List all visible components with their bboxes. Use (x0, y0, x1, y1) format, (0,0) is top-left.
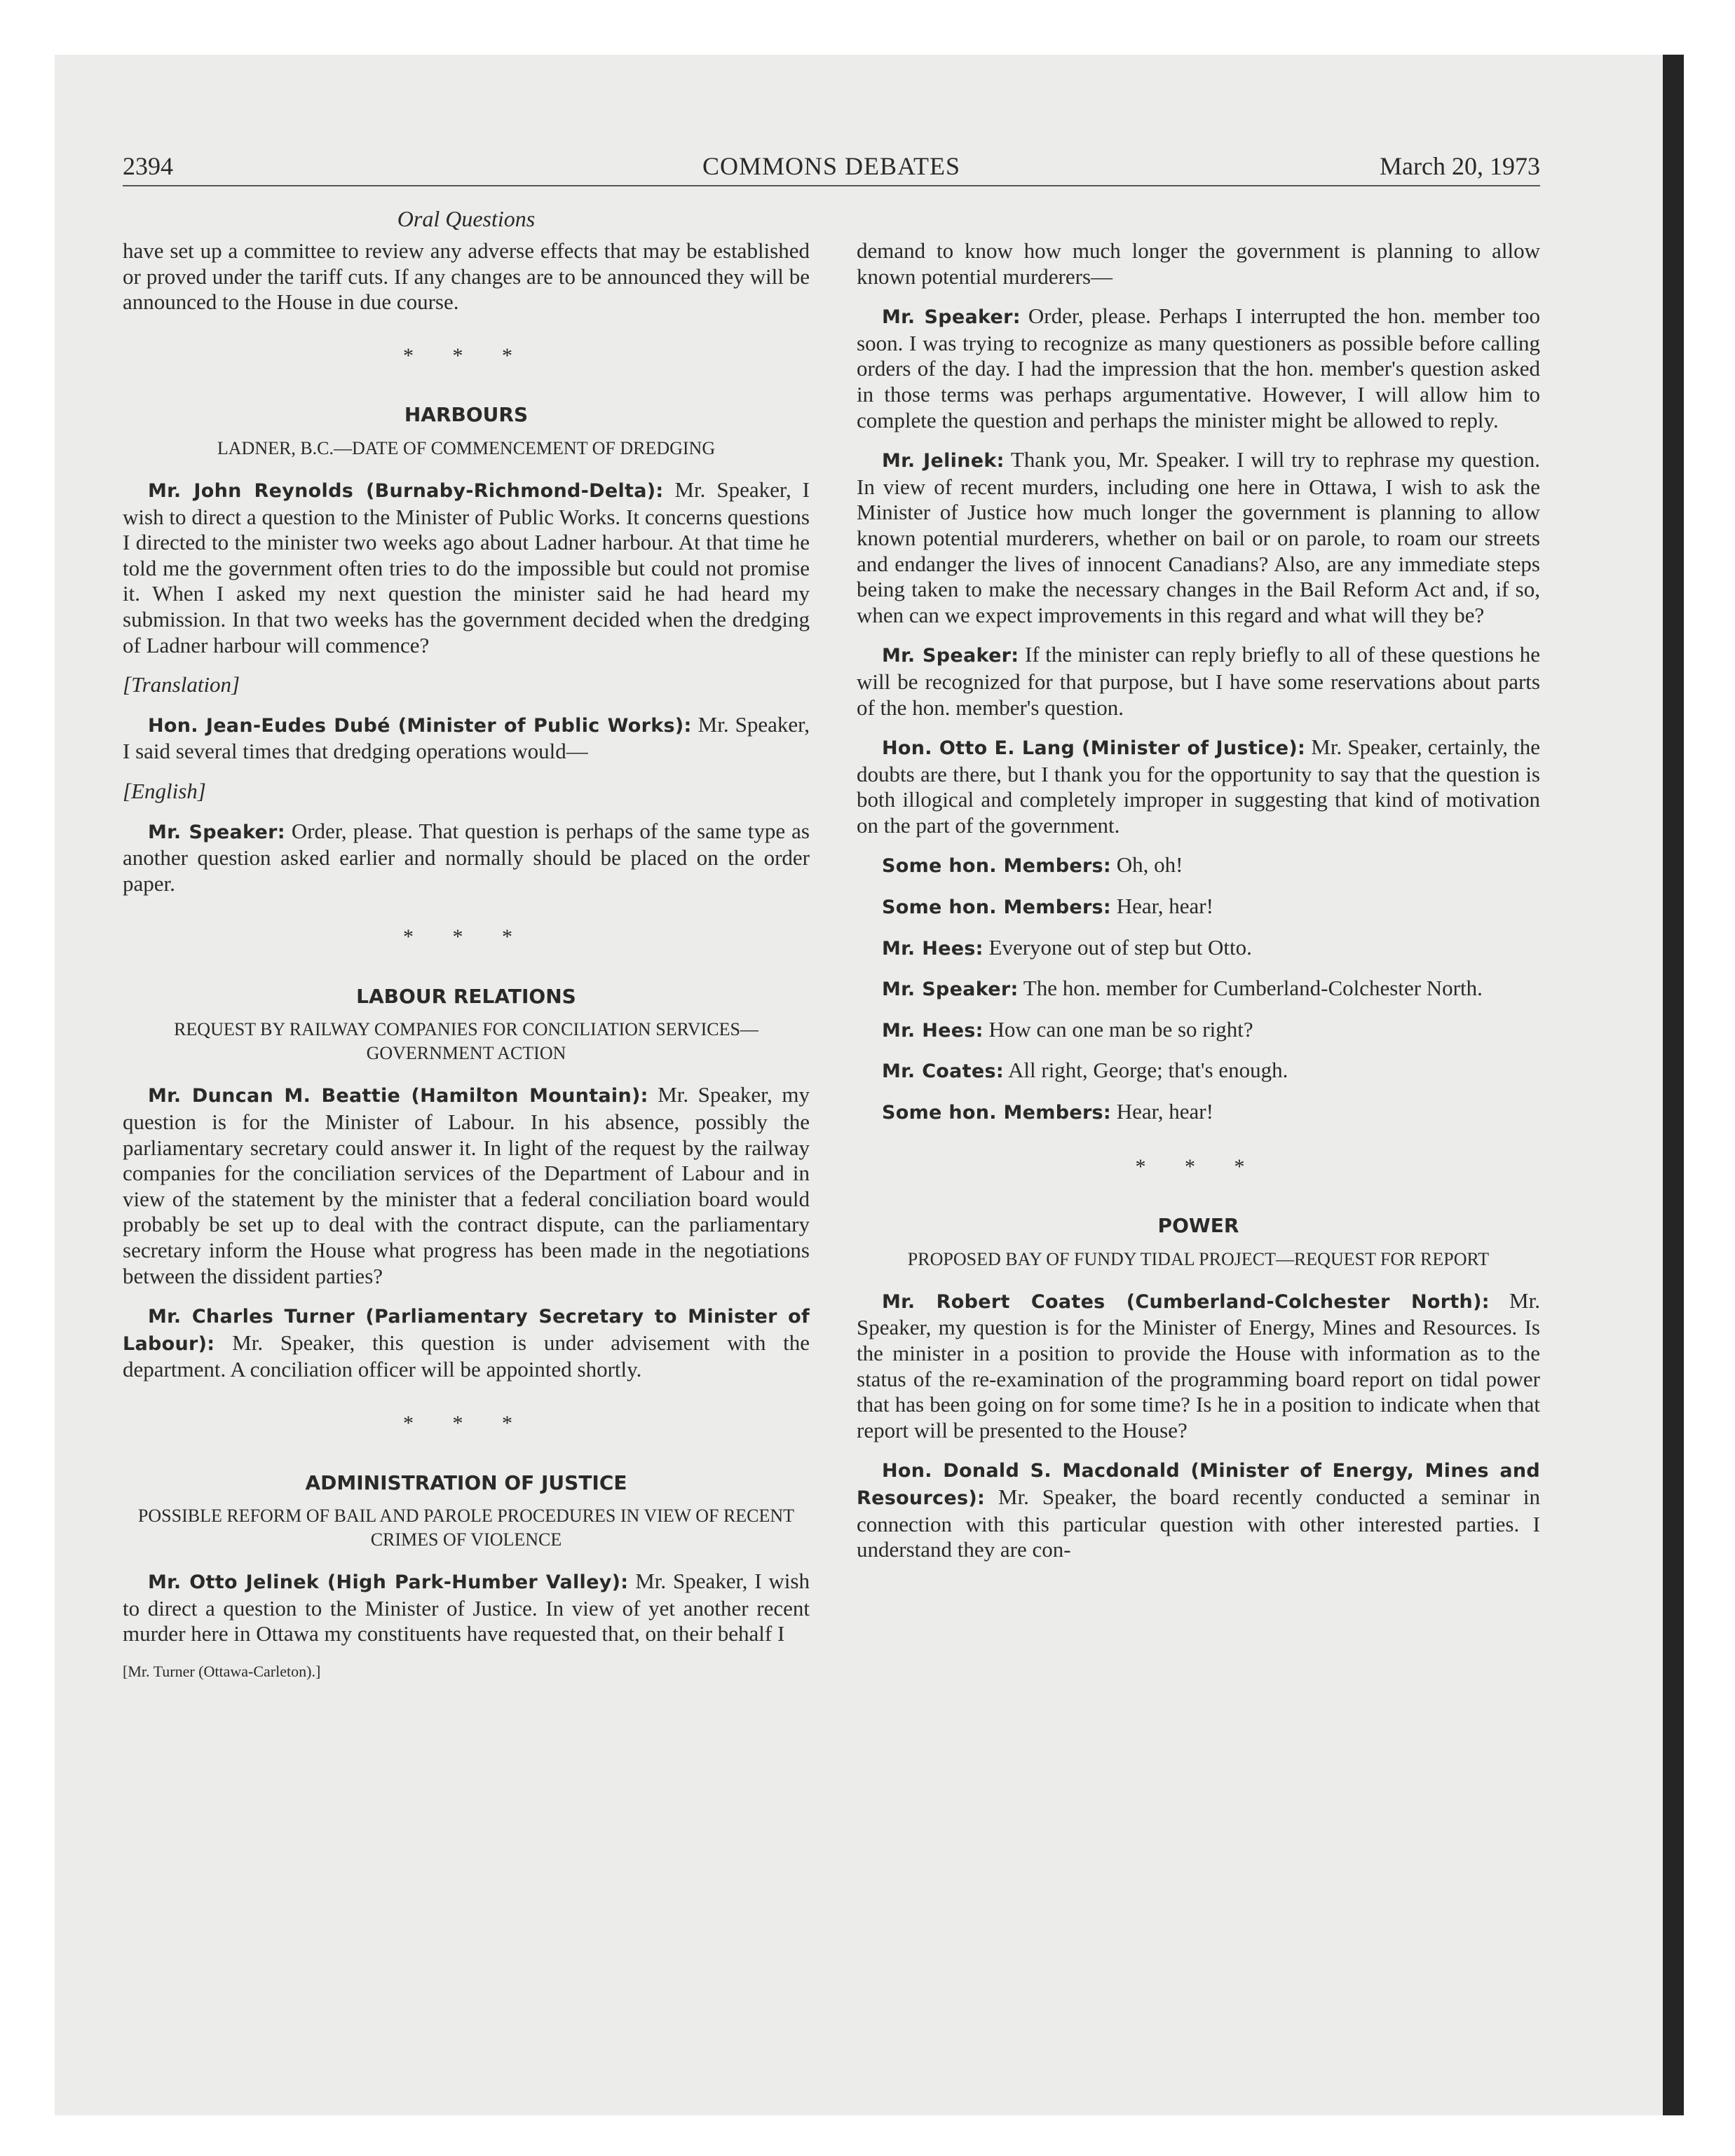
speaker-name: Mr. Speaker: (148, 821, 285, 843)
speech-text: Mr. Speaker, I said several times that dredging operations would— (123, 711, 810, 764)
speech-text: Mr. Speaker, the board recently conducted a seminar in connection with this particular question with other interested parties. I understand they are con- (857, 1484, 1540, 1562)
speech-paragraph (857, 447, 1540, 628)
speaker-name: Mr. Speaker: (882, 645, 1019, 667)
speaker-name: Mr. Hees: (882, 1019, 984, 1042)
section-subheading: LADNER, B.C.—DATE OF COMMENCEMENT OF DREDGING (217, 437, 716, 458)
speech-text: Mr. Speaker, I wish to direct a question to the Minister of Public Works. It concerns questions I directed to the minister two weeks ago about Ladner harbour. At that time he told me the government often tries to do the impossible but could not promise it. When I asked my next question the minister said he had heard my submission. In that two weeks has the government decided when the dredging of Ladner harbour will commence? (123, 477, 810, 657)
speech-text: Order, please. Perhaps I interrupted the hon. member too soon. I was trying to recognize as many questioners as possible before calling orders of the day. I had the impression that the hon. member's question asked in those terms was perhaps argumentative. However, I will allow him to complete the question and perhaps the minister might be allowed to reply. (857, 303, 1540, 432)
speaker-name: Mr. Otto Jelinek (High Park-Humber Valley): (148, 1571, 629, 1594)
section-label: Oral Questions (397, 206, 536, 231)
speaker-name: Hon. Donald S. Macdonald (Minister of Energy, Mines and Resources): (857, 1460, 1540, 1509)
speech-paragraph (857, 1457, 1540, 1562)
speech-text: Order, please. That question is perhaps of the same type as another question asked earlier and normally should be placed on the order paper. (123, 818, 810, 896)
speech-text: Mr. Speaker, certainly, the doubts are there, but I thank you for the opportunity to say that the question is both illogical and completely improper in suggesting that kind of motivation on the part of the government. (857, 735, 1540, 838)
speech-paragraph (857, 1099, 1540, 1126)
section-heading: ADMINISTRATION OF JUSTICE (305, 1471, 627, 1494)
speech-paragraph (857, 935, 1540, 962)
speech-text: Oh, oh! (1111, 852, 1183, 878)
right-column (857, 238, 1540, 1577)
page-header (123, 149, 1540, 186)
speaker-name: Mr. Duncan M. Beattie (Hamilton Mountain): (148, 1085, 648, 1107)
speech-paragraph (123, 477, 810, 658)
speech-paragraph (857, 976, 1540, 1003)
speech-text: All right, George; that's enough. (1003, 1058, 1288, 1083)
speech-paragraph (857, 735, 1540, 838)
speech-paragraph (123, 712, 810, 765)
speech-paragraph (857, 894, 1540, 921)
speech-text: Mr. Speaker, this question is under advisement with the department. A conciliation officer will be appointed shortly. (123, 1330, 810, 1382)
section-separator: * * * (403, 343, 529, 367)
speech-paragraph (857, 642, 1540, 721)
paragraph: have set up a committee to review any adverse effects that may be established or proved under the tariff cuts. If any changes are to be announced they will be announced to the House in due course. (123, 238, 810, 315)
section-separator: * * * (403, 1412, 529, 1435)
left-column (123, 238, 810, 1682)
speech-paragraph (123, 819, 810, 897)
speaker-name: Mr. Robert Coates (Cumberland-Colchester North): (882, 1290, 1490, 1313)
speaker-name: Hon. Jean-Eudes Dubé (Minister of Public Works): (148, 714, 692, 737)
section-heading: HARBOURS (404, 403, 529, 427)
speech-text: Mr. Speaker, my question is for the Minister of Labour. In his absence, possibly the parliamentary secretary could answer it. In light of the request by the railway companies for the conciliation services of the Department of Labour and in view of the statement by the minister that a federal conciliation board would probably be set up to deal with the contract dispute, can the parliamentary secretary inform the House what progress has been made in the negotiations between the dissident parties? (123, 1082, 810, 1288)
speech-text: How can one man be so right? (983, 1016, 1253, 1042)
speech-paragraph (857, 852, 1540, 880)
speaker-name: Some hon. Members: (882, 1102, 1112, 1124)
speaker-name: Some hon. Members: (882, 896, 1112, 919)
section-separator: * * * (403, 925, 529, 949)
speech-paragraph (857, 1058, 1540, 1085)
speaker-name: Mr. Hees: (882, 937, 984, 960)
running-title: COMMONS DEBATES (702, 152, 961, 180)
speaker-name: Hon. Otto E. Lang (Minister of Justice): (882, 737, 1306, 760)
page-number: 2394 (123, 152, 173, 180)
language-tag: [Translation] (123, 672, 240, 697)
speech-text: Hear, hear! (1111, 1099, 1213, 1124)
speech-paragraph (123, 1569, 810, 1647)
speaker-name: Mr. Charles Turner (Parliamentary Secretary to Minister of Labour): (123, 1306, 810, 1355)
book-spine-edge (1663, 55, 1684, 2115)
speech-paragraph (857, 1017, 1540, 1044)
speaker-name: Mr. John Reynolds (Burnaby-Richmond-Delta): (148, 479, 664, 502)
language-tag: [English] (123, 778, 206, 803)
speaker-name: Mr. Coates: (882, 1060, 1004, 1083)
speaker-name: Mr. Speaker: (882, 978, 1019, 1001)
section-heading: POWER (1157, 1214, 1239, 1238)
speaker-name: Mr. Speaker: (882, 306, 1021, 329)
speech-paragraph (857, 1288, 1540, 1444)
section-heading: LABOUR RELATIONS (356, 984, 576, 1008)
speech-text: Mr. Speaker, my question is for the Minister of Energy, Mines and Resources. Is the minister in a position to provide the House with information as to the status of the re-examination of the programming board report on tidal power that has been going on for some time? Is he in a position to indicate when that report will be presented to the House? (857, 1288, 1540, 1442)
speech-paragraph (857, 303, 1540, 433)
speech-paragraph (123, 1082, 810, 1289)
speech-text: If the minister can reply briefly to all of these questions he will be recognized for that purpose, but I have some reservations about parts of the hon. member's question. (857, 642, 1540, 720)
speech-text: Hear, hear! (1111, 894, 1213, 919)
section-subheading: REQUEST BY RAILWAY COMPANIES FOR CONCILIATION SERVICES—GOVERNMENT ACTION (174, 1019, 758, 1064)
speech-text: Mr. Speaker, I wish to direct a question to the Minister of Justice. In view of yet another recent murder here in Ottawa my constituents have requested that, on their behalf I (123, 1569, 810, 1646)
speech-text: Everyone out of step but Otto. (983, 934, 1252, 960)
section-subheading: POSSIBLE REFORM OF BAIL AND PAROLE PROCEDURES IN VIEW OF RECENT CRIMES OF VIOLENCE (137, 1506, 795, 1550)
speech-text: The hon. member for Cumberland-Colchester North. (1018, 976, 1483, 1001)
page-date: March 20, 1973 (1380, 152, 1540, 180)
speaker-name: Some hon. Members: (882, 855, 1112, 878)
speech-text: Thank you, Mr. Speaker. I will try to rephrase my question. In view of recent murders, including one here in Ottawa, I wish to ask the Minister of Justice how much longer the government is planning to allow known potential murderers, whether on bail or on parole, to roam our streets and endanger the lives of innocent Canadians? Also, are any immediate steps being taken to make the necessary changes in the Bail Reform Act and, if so, when can we expect improvements in this regard and what will they be? (857, 447, 1540, 627)
section-subheading: PROPOSED BAY OF FUNDY TIDAL PROJECT—REQUEST FOR REPORT (907, 1248, 1490, 1269)
speaker-name: Mr. Jelinek: (882, 450, 1005, 472)
footnote: [Mr. Turner (Ottawa-Carleton).] (123, 1662, 321, 1680)
speech-paragraph (123, 1303, 810, 1383)
paragraph: demand to know how much longer the government is planning to allow known potential murderers— (857, 238, 1540, 289)
section-separator: * * * (1135, 1154, 1262, 1178)
